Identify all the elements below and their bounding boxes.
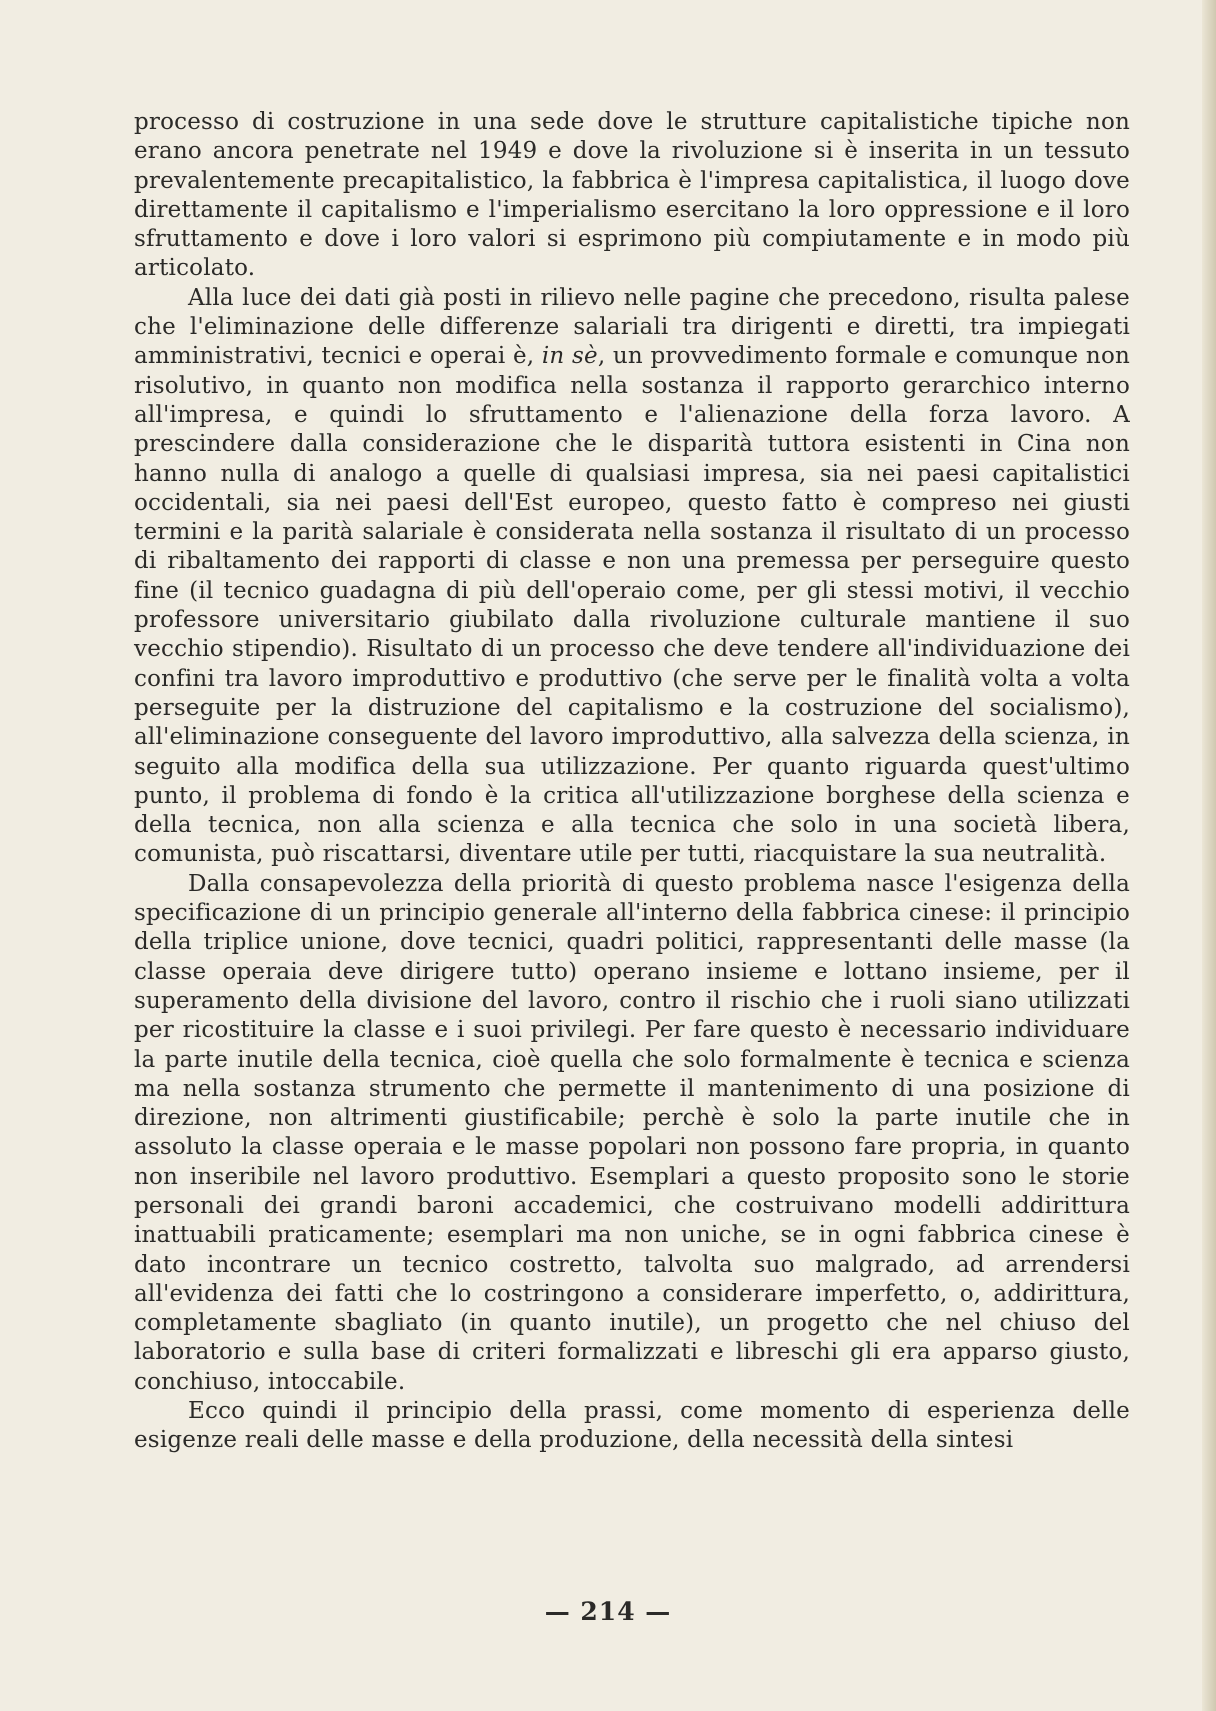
body-text [134, 108, 1130, 1456]
page-number: — 214 — [544, 1597, 672, 1626]
page-edge-shadow [1202, 0, 1216, 1711]
paragraph-1: processo di costruzione in una sede dove le strutture capitalistiche tipiche non erano ancora penetrate nel 1949 e dove la rivoluzione si è inserita in un tessuto prevalentemente precapitalistico, la fabbrica è l'impresa capitalistica, il luogo dove direttamente il capitalismo e l'imperialismo esercitano la loro oppressione e il loro sfruttamento e dove i loro valori si esprimono più compiutamente e in modo più articolato. [134, 109, 1130, 282]
paragraph-2 [134, 284, 1130, 870]
paragraph-2-italic-phrase: in sè [541, 343, 598, 370]
paragraph-4: Ecco quindi il principio della prassi, come momento di esperienza delle esigenze reali delle masse e della produzione, della necessità della sintesi [134, 1398, 1130, 1454]
paragraph-3: Dalla consapevolezza della priorità di questo problema nasce l'esigenza della specificazione di un principio generale all'interno della fabbrica cinese: il principio della triplice unione, dove tecnici, quadri politici, rappresentanti delle masse (la classe operaia deve dirigere tutto) operano insieme e lottano insieme, per il superamento della divisione del lavoro, contro il rischio che i ruoli siano utilizzati per ricostituire la classe e i suoi privilegi. Per fare questo è necessario individuare la parte inutile della tecnica, cioè quella che solo formalmente è tecnica e scienza ma nella sostanza strumento che permette il mantenimento di una posizione di direzione, non altrimenti giustificabile; perchè è solo la parte inutile che in assoluto la classe operaia e le masse popolari non possono fare propria, in quanto non inseribile nel lavoro produttivo. Esemplari a questo proposito sono le storie personali dei grandi baroni accademici, che costruivano modelli addirittura inattuabili praticamente; esemplari ma non uniche, se in ogni fabbrica cinese è dato incontrare un tecnico costretto, talvolta suo malgrado, ad arrendersi all'evidenza dei fatti che lo costringono a considerare imperfetto, o, addirittura, completamente sbagliato (in quanto inutile), un progetto che nel chiuso del laboratorio e sulla base di criteri formalizzati e libreschi gli era apparso giusto, conchiuso, intoccabile. [134, 870, 1130, 1395]
paragraph-2-part-2: , un provvedimento formale e comunque non risolutivo, in quanto non modifica nella sostanza il rapporto gerarchico interno all'impresa, e quindi lo sfruttamento e l'alienazione della forza lavoro. A prescindere dalla considerazione che le disparità tuttora esistenti in Cina non hanno nulla di analogo a quelle di qualsiasi impresa, sia nei paesi capitalistici occidentali, sia nei paesi dell'Est europeo, questo fatto è compreso nei giusti termini e la parità salariale è considerata nella sostanza il risultato di un processo di ribaltamento dei rapporti di classe e non una premessa per perseguire questo fine (il tecnico guadagna di più dell'operaio come, per gli stessi motivi, il vecchio professore universitario giubilato dalla rivoluzione culturale mantiene il suo vecchio stipendio). Risultato di un processo che deve tendere all'individuazione dei confini tra lavoro improduttivo e produttivo (che serve per le finalità volta a volta perseguite per la distruzione del capitalismo e la costruzione del socialismo), all'eliminazione conseguente del lavoro improduttivo, alla salvezza della scienza, in seguito alla modifica della sua utilizzazione. Per quanto riguarda quest'ultimo punto, il problema di fondo è la critica all'utilizzazione borghese della scienza e della tecnica, non alla scienza e alla tecnica che solo in una società libera, comunista, può riscattarsi, diventare utile per tutti, riacquistare la sua neutralità. [134, 343, 1131, 868]
paragraph-2-part-1: Alla luce dei dati già posti in rilievo nelle pagine che precedono, risulta palese che l'eliminazione delle differenze salariali tra dirigenti e diretti, tra impiegati amministrativi, tecnici e operai è, [134, 284, 1130, 370]
